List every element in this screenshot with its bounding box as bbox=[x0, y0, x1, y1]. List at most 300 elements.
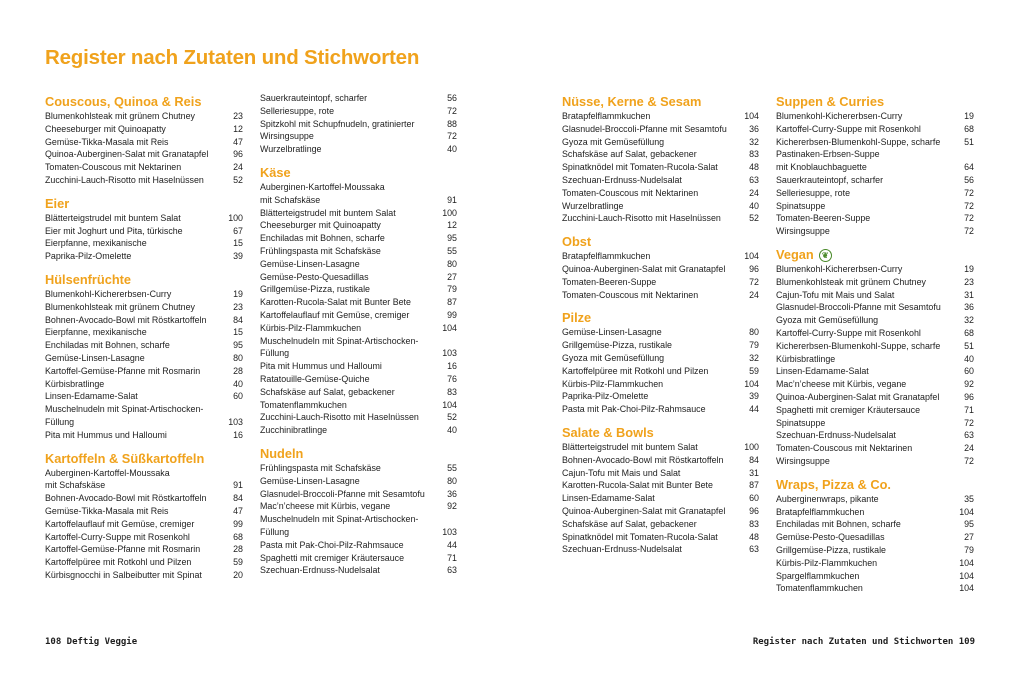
index-section-nudeln bbox=[260, 437, 457, 577]
entry-page-number: 104 bbox=[744, 111, 759, 121]
entry-page-number: 104 bbox=[959, 570, 974, 581]
entry-page-number: 19 bbox=[233, 288, 243, 299]
entry-name: Kichererbsen-Blumenkohl-Suppe, scharfe bbox=[776, 340, 941, 351]
index-entry bbox=[776, 301, 974, 314]
index-entry bbox=[260, 386, 457, 399]
entry-page-number: 100 bbox=[744, 441, 759, 452]
section-heading bbox=[562, 92, 759, 110]
index-entry bbox=[776, 442, 974, 455]
section-heading bbox=[45, 92, 243, 110]
entry-page-number: 72 bbox=[964, 213, 974, 224]
entry-page-number: 80 bbox=[447, 258, 457, 269]
entry-page-number: 19 bbox=[964, 111, 974, 121]
entry-name: Gyoza mit Gemüsefüllung bbox=[562, 352, 665, 363]
index-entry bbox=[562, 454, 759, 467]
entry-page-number: 32 bbox=[749, 136, 759, 147]
entry-name: Tomatenflammkuchen bbox=[260, 399, 347, 410]
entry-name: Blumenkohlsteak mit grünem Chutney bbox=[45, 111, 195, 121]
entry-name: Cheeseburger mit Quinoapatty bbox=[45, 123, 166, 134]
entry-page-number: 12 bbox=[447, 220, 457, 231]
entry-name: Wurzelbratlinge bbox=[260, 144, 322, 155]
entry-name: Enchiladas mit Bohnen, scharfe bbox=[260, 233, 385, 244]
footer-left-page-label: 108 Deftig Veggie bbox=[45, 637, 138, 647]
entry-page-number: 52 bbox=[749, 213, 759, 224]
entry-page-number: 72 bbox=[964, 417, 974, 428]
entry-name: Gemüse-Linsen-Lasagne bbox=[45, 352, 145, 363]
index-entry bbox=[45, 288, 243, 301]
index-entry bbox=[260, 488, 457, 501]
index-entry bbox=[776, 314, 974, 327]
index-entry bbox=[260, 232, 457, 245]
entry-page-number: 95 bbox=[447, 233, 457, 244]
index-entry bbox=[776, 429, 974, 442]
entry-name: Szechuan-Erdnuss-Nudelsalat bbox=[776, 430, 896, 441]
index-entry bbox=[776, 570, 974, 583]
index-entry bbox=[562, 136, 759, 149]
entry-name: Gemüse-Tikka-Masala mit Reis bbox=[45, 505, 169, 516]
entry-name: Paprika-Pilz-Omelette bbox=[45, 251, 132, 262]
entry-page-number: 39 bbox=[233, 251, 243, 262]
section-heading bbox=[562, 301, 759, 326]
entry-page-number: 100 bbox=[442, 207, 457, 218]
index-entry bbox=[562, 441, 759, 454]
index-entry bbox=[260, 207, 457, 220]
entry-page-number: 48 bbox=[749, 531, 759, 542]
section-heading bbox=[45, 263, 243, 288]
index-entry bbox=[45, 136, 243, 149]
index-entry bbox=[776, 200, 974, 213]
section-heading-text: Wraps, Pizza & Co. bbox=[776, 476, 891, 492]
index-entry bbox=[776, 136, 974, 149]
section-heading-text: Suppen & Curries bbox=[776, 94, 885, 109]
entry-name: Wurzelbratlinge bbox=[562, 200, 624, 211]
entry-name: Kürbisgnocchi in Salbeibutter mit Spinat bbox=[45, 569, 202, 580]
entry-name: Auberginen-Kartoffel-Moussaka mit Schafskäse bbox=[45, 467, 170, 491]
entry-page-number: 60 bbox=[749, 493, 759, 504]
entry-page-number: 99 bbox=[233, 518, 243, 529]
entry-name: Zucchini-Lauch-Risotto mit Haselnüssen bbox=[45, 174, 204, 185]
entry-name: Kartoffel-Curry-Suppe mit Rosenkohl bbox=[776, 123, 921, 134]
entry-name: Mac’n’cheese mit Kürbis, vegane bbox=[260, 501, 391, 512]
entry-name: Selleriesuppe, rote bbox=[776, 187, 851, 198]
entry-name: Blumenkohl-Kichererbsen-Curry bbox=[45, 288, 172, 299]
entry-name: Wirsingsuppe bbox=[776, 226, 830, 237]
index-entry bbox=[562, 403, 759, 416]
section-heading bbox=[45, 187, 243, 212]
index-entry bbox=[776, 327, 974, 340]
index-entry bbox=[776, 506, 974, 519]
entry-name: Kichererbsen-Blumenkohl-Suppe, scharfe bbox=[776, 136, 941, 147]
entry-name: Quinoa-Auberginen-Salat mit Granatapfel bbox=[562, 505, 726, 516]
index-entry bbox=[45, 174, 243, 187]
entry-name: Grillgemüse-Pizza, rustikale bbox=[562, 340, 672, 351]
section-heading bbox=[776, 468, 974, 493]
entry-name: Gemüse-Pesto-Quesadillas bbox=[776, 532, 885, 543]
index-entry bbox=[562, 531, 759, 544]
index-entry bbox=[562, 339, 759, 352]
entry-name: Pasta mit Pak-Choi-Pilz-Rahmsauce bbox=[562, 404, 706, 415]
entry-name: Blumenkohlsteak mit grünem Chutney bbox=[45, 301, 195, 312]
index-entry bbox=[562, 505, 759, 518]
index-entry bbox=[562, 289, 759, 302]
index-entry bbox=[776, 582, 974, 595]
entry-name: Zucchinibratlinge bbox=[260, 425, 328, 436]
entry-name: Schafskäse auf Salat, gebackener bbox=[562, 518, 697, 529]
entry-page-number: 40 bbox=[447, 425, 457, 436]
entry-page-number: 23 bbox=[233, 111, 243, 121]
entry-page-number: 104 bbox=[959, 557, 974, 568]
entry-name: Glasnudel-Broccoli-Pfanne mit Sesamtofu bbox=[562, 123, 727, 134]
entry-name: Bohnen-Avocado-Bowl mit Röstkartoffeln bbox=[45, 493, 207, 504]
entry-page-number: 100 bbox=[228, 212, 243, 223]
entry-page-number: 52 bbox=[233, 174, 243, 185]
entry-page-number: 28 bbox=[233, 365, 243, 376]
entry-page-number: 76 bbox=[447, 373, 457, 384]
entry-name: Kürbis-Pilz-Flammkuchen bbox=[562, 378, 664, 389]
entry-name: Frühlingspasta mit Schafskäse bbox=[260, 462, 381, 473]
index-entry bbox=[260, 219, 457, 232]
index-entry bbox=[562, 148, 759, 161]
index-entry bbox=[562, 326, 759, 339]
entry-name: Karotten-Rucola-Salat mit Bunter Bete bbox=[562, 480, 713, 491]
index-entry bbox=[260, 539, 457, 552]
entry-name: Quinoa-Auberginen-Salat mit Granatapfel bbox=[776, 391, 940, 402]
index-entry bbox=[562, 352, 759, 365]
entry-page-number: 103 bbox=[442, 348, 457, 359]
entry-name: Schafskäse auf Salat, gebackener bbox=[260, 386, 395, 397]
index-entry bbox=[260, 143, 457, 156]
index-section-suppen-curries bbox=[776, 92, 974, 238]
entry-page-number: 12 bbox=[233, 123, 243, 134]
entry-page-number: 84 bbox=[233, 493, 243, 504]
index-entry bbox=[776, 417, 974, 430]
entry-name: Cajun-Tofu mit Mais und Salat bbox=[776, 289, 895, 300]
entry-page-number: 72 bbox=[447, 131, 457, 142]
index-entry bbox=[45, 467, 243, 493]
entry-page-number: 16 bbox=[233, 429, 243, 440]
entry-name: Auberginenwraps, pikante bbox=[776, 493, 879, 504]
index-entry bbox=[45, 110, 243, 123]
index-entry bbox=[776, 212, 974, 225]
entry-page-number: 95 bbox=[964, 519, 974, 530]
index-entry bbox=[45, 339, 243, 352]
entry-name: Eierpfanne, mexikanische bbox=[45, 327, 147, 338]
index-entry bbox=[260, 92, 457, 105]
entry-name: Wirsingsuppe bbox=[260, 131, 314, 142]
section-heading-text: Nüsse, Kerne & Sesam bbox=[562, 94, 702, 109]
entry-page-number: 72 bbox=[749, 276, 759, 287]
index-entry bbox=[776, 391, 974, 404]
entry-page-number: 44 bbox=[749, 404, 759, 415]
entry-page-number: 36 bbox=[964, 302, 974, 313]
entry-name: Eier mit Joghurt und Pita, türkische bbox=[45, 225, 183, 236]
section-heading-text: Kartoffeln & Süßkartoffeln bbox=[45, 450, 205, 466]
entry-page-number: 23 bbox=[233, 301, 243, 312]
index-entry bbox=[776, 518, 974, 531]
entry-page-number: 16 bbox=[447, 361, 457, 372]
entry-name: Kartoffel-Curry-Suppe mit Rosenkohl bbox=[45, 531, 190, 542]
entry-name: Quinoa-Auberginen-Salat mit Granatapfel bbox=[45, 149, 209, 160]
entry-page-number: 40 bbox=[749, 200, 759, 211]
entry-name: Blumenkohl-Kichererbsen-Curry bbox=[776, 263, 903, 274]
entry-name: Wirsingsuppe bbox=[776, 455, 830, 466]
entry-page-number: 24 bbox=[964, 443, 974, 454]
index-entry bbox=[562, 365, 759, 378]
index-section-pilze bbox=[562, 301, 759, 416]
entry-page-number: 24 bbox=[233, 162, 243, 173]
entry-name: Pasta mit Pak-Choi-Pilz-Rahmsauce bbox=[260, 539, 404, 550]
entry-name: Tomaten-Couscous mit Nektarinen bbox=[776, 443, 913, 454]
index-entry bbox=[260, 552, 457, 565]
index-entry bbox=[260, 271, 457, 284]
index-section-continued bbox=[260, 92, 457, 156]
entry-page-number: 19 bbox=[964, 263, 974, 274]
entry-name: Zucchini-Lauch-Risotto mit Haselnüssen bbox=[260, 412, 419, 423]
index-entry bbox=[562, 250, 759, 263]
entry-page-number: 60 bbox=[964, 366, 974, 377]
section-heading-text: Obst bbox=[562, 234, 592, 250]
index-column-2 bbox=[260, 92, 457, 577]
entry-page-number: 56 bbox=[447, 93, 457, 103]
index-entry bbox=[45, 378, 243, 391]
entry-page-number: 71 bbox=[964, 404, 974, 415]
entry-page-number: 99 bbox=[447, 309, 457, 320]
index-entry bbox=[562, 110, 759, 123]
entry-name: Spitzkohl mit Schupfnudeln, gratinierter bbox=[260, 118, 415, 129]
entry-name: Sauerkrauteintopf, scharfer bbox=[260, 93, 368, 103]
entry-page-number: 72 bbox=[964, 187, 974, 198]
index-entry bbox=[45, 429, 243, 442]
entry-name: Gemüse-Linsen-Lasagne bbox=[260, 258, 360, 269]
entry-name: Bohnen-Avocado-Bowl mit Röstkartoffeln bbox=[562, 454, 724, 465]
index-entry bbox=[260, 335, 457, 361]
index-entry bbox=[45, 365, 243, 378]
entry-page-number: 68 bbox=[233, 531, 243, 542]
index-entry bbox=[776, 455, 974, 468]
index-entry bbox=[45, 161, 243, 174]
index-entry bbox=[776, 493, 974, 506]
entry-page-number: 59 bbox=[233, 557, 243, 568]
entry-page-number: 39 bbox=[749, 391, 759, 402]
entry-name: Tomaten-Couscous mit Nektarinen bbox=[45, 162, 182, 173]
section-heading bbox=[776, 92, 974, 110]
entry-page-number: 47 bbox=[233, 505, 243, 516]
entry-name: Gyoza mit Gemüsefüllung bbox=[776, 315, 879, 326]
index-entry bbox=[562, 187, 759, 200]
entry-page-number: 15 bbox=[233, 327, 243, 338]
entry-page-number: 56 bbox=[964, 174, 974, 185]
entry-page-number: 92 bbox=[447, 501, 457, 512]
index-column-1 bbox=[45, 92, 243, 582]
entry-page-number: 67 bbox=[233, 225, 243, 236]
entry-name: Enchiladas mit Bohnen, scharfe bbox=[45, 340, 170, 351]
entry-page-number: 96 bbox=[749, 505, 759, 516]
index-entry bbox=[776, 378, 974, 391]
index-entry bbox=[562, 378, 759, 391]
entry-page-number: 71 bbox=[447, 552, 457, 563]
index-entry bbox=[45, 123, 243, 136]
entry-name: Kürbis-Pilz-Flammkuchen bbox=[260, 322, 362, 333]
index-entry bbox=[562, 479, 759, 492]
index-section-obst bbox=[562, 225, 759, 301]
entry-name: Kürbisbratlinge bbox=[45, 378, 105, 389]
entry-name: Kartoffelauflauf mit Gemüse, cremiger bbox=[260, 309, 410, 320]
entry-name: Linsen-Edamame-Salat bbox=[45, 391, 138, 402]
index-entry bbox=[776, 187, 974, 200]
index-column-3 bbox=[562, 92, 759, 556]
entry-page-number: 48 bbox=[749, 162, 759, 173]
entry-page-number: 35 bbox=[964, 493, 974, 504]
entry-name: Zucchini-Lauch-Risotto mit Haselnüssen bbox=[562, 213, 721, 224]
index-entry bbox=[776, 110, 974, 123]
entry-name: Sauerkrauteintopf, scharfer bbox=[776, 174, 884, 185]
entry-name: Enchiladas mit Bohnen, scharfe bbox=[776, 519, 901, 530]
entry-name: Grillgemüse-Pizza, rustikale bbox=[260, 284, 370, 295]
entry-page-number: 83 bbox=[447, 386, 457, 397]
entry-page-number: 91 bbox=[233, 480, 243, 491]
index-entry bbox=[776, 340, 974, 353]
entry-page-number: 51 bbox=[964, 340, 974, 351]
index-entry bbox=[260, 105, 457, 118]
entry-name: Linsen-Edamame-Salat bbox=[562, 493, 655, 504]
index-entry bbox=[562, 212, 759, 225]
entry-page-number: 27 bbox=[964, 532, 974, 543]
index-entry bbox=[776, 123, 974, 136]
entry-page-number: 60 bbox=[233, 391, 243, 402]
index-entry bbox=[45, 505, 243, 518]
entry-page-number: 52 bbox=[447, 412, 457, 423]
entry-page-number: 83 bbox=[749, 518, 759, 529]
entry-page-number: 55 bbox=[447, 462, 457, 473]
entry-page-number: 64 bbox=[964, 162, 974, 173]
index-entry bbox=[260, 118, 457, 131]
section-heading bbox=[260, 156, 457, 181]
entry-page-number: 31 bbox=[964, 289, 974, 300]
entry-page-number: 103 bbox=[228, 416, 243, 427]
entry-name: Eierpfanne, mexikanische bbox=[45, 238, 147, 249]
entry-name: Spinatsuppe bbox=[776, 200, 826, 211]
entry-page-number: 72 bbox=[964, 226, 974, 237]
entry-page-number: 32 bbox=[749, 352, 759, 363]
entry-page-number: 104 bbox=[442, 322, 457, 333]
index-section-nüsse-kerne-sesam bbox=[562, 92, 759, 225]
index-entry bbox=[562, 492, 759, 505]
index-entry bbox=[45, 390, 243, 403]
entry-page-number: 91 bbox=[447, 194, 457, 205]
index-column-4 bbox=[776, 92, 974, 595]
section-heading-text: Hülsenfrüchte bbox=[45, 271, 132, 287]
entry-name: Bohnen-Avocado-Bowl mit Röstkartoffeln bbox=[45, 314, 207, 325]
index-entry bbox=[45, 301, 243, 314]
index-entry bbox=[776, 289, 974, 302]
entry-page-number: 72 bbox=[447, 105, 457, 116]
section-heading bbox=[562, 225, 759, 250]
entry-name: Blumenkohl-Kichererbsen-Curry bbox=[776, 111, 903, 121]
section-heading-text: Nudeln bbox=[260, 445, 304, 461]
index-entry bbox=[776, 148, 974, 174]
entry-name: Glasnudel-Broccoli-Pfanne mit Sesamtofu bbox=[260, 488, 425, 499]
entry-name: Blätterteigstrudel mit buntem Salat bbox=[45, 212, 181, 223]
index-entry bbox=[260, 513, 457, 539]
entry-page-number: 72 bbox=[964, 200, 974, 211]
entry-name: Tomaten-Couscous mit Nektarinen bbox=[562, 289, 699, 300]
entry-page-number: 55 bbox=[447, 245, 457, 256]
entry-name: Selleriesuppe, rote bbox=[260, 105, 335, 116]
index-section-couscous-quinoa-reis bbox=[45, 92, 243, 187]
entry-name: Tomaten-Beeren-Suppe bbox=[776, 213, 871, 224]
entry-page-number: 36 bbox=[749, 123, 759, 134]
index-entry bbox=[562, 161, 759, 174]
index-entry bbox=[260, 462, 457, 475]
entry-name: Blätterteigstrudel mit buntem Salat bbox=[260, 207, 396, 218]
entry-page-number: 80 bbox=[447, 475, 457, 486]
entry-name: Grillgemüse-Pizza, rustikale bbox=[776, 544, 886, 555]
entry-name: Pita mit Hummus und Halloumi bbox=[45, 429, 167, 440]
entry-page-number: 87 bbox=[447, 297, 457, 308]
index-entry bbox=[260, 130, 457, 143]
entry-name: Bratapfelflammkuchen bbox=[562, 251, 651, 262]
index-entry bbox=[776, 225, 974, 238]
entry-page-number: 104 bbox=[744, 378, 759, 389]
index-entry bbox=[45, 225, 243, 238]
section-heading-text: Pilze bbox=[562, 310, 592, 326]
entry-page-number: 31 bbox=[749, 467, 759, 478]
entry-name: Spinatknödel mit Tomaten-Rucola-Salat bbox=[562, 531, 718, 542]
vegan-leaf-icon: ❦ bbox=[819, 249, 832, 262]
entry-name: Frühlingspasta mit Schafskäse bbox=[260, 245, 381, 256]
index-section-kartoffeln-süßkartoffeln bbox=[45, 442, 243, 582]
entry-name: Cheeseburger mit Quinoapatty bbox=[260, 220, 381, 231]
section-heading bbox=[562, 416, 759, 441]
index-entry bbox=[260, 181, 457, 207]
entry-name: Szechuan-Erdnuss-Nudelsalat bbox=[562, 544, 682, 555]
entry-page-number: 44 bbox=[447, 539, 457, 550]
index-entry bbox=[260, 500, 457, 513]
entry-page-number: 104 bbox=[959, 583, 974, 594]
entry-name: Schafskäse auf Salat, gebackener bbox=[562, 149, 697, 160]
entry-page-number: 84 bbox=[749, 454, 759, 465]
section-heading bbox=[45, 442, 243, 467]
index-entry bbox=[776, 404, 974, 417]
entry-page-number: 103 bbox=[442, 526, 457, 537]
entry-page-number: 20 bbox=[233, 569, 243, 580]
entry-name: Linsen-Edamame-Salat bbox=[776, 366, 869, 377]
index-entry bbox=[562, 174, 759, 187]
index-entry bbox=[260, 360, 457, 373]
index-entry bbox=[562, 263, 759, 276]
index-section-käse bbox=[260, 156, 457, 437]
index-entry bbox=[260, 373, 457, 386]
footer-right-page-label: Register nach Zutaten und Stichworten 109 bbox=[752, 637, 975, 647]
entry-page-number: 59 bbox=[749, 365, 759, 376]
entry-name: Szechuan-Erdnuss-Nudelsalat bbox=[562, 174, 682, 185]
index-entry bbox=[260, 309, 457, 322]
index-entry bbox=[45, 518, 243, 531]
entry-name: Kartoffelpüree mit Rotkohl und Pilzen bbox=[45, 557, 192, 568]
entry-page-number: 80 bbox=[749, 327, 759, 338]
entry-page-number: 40 bbox=[447, 144, 457, 155]
entry-name: Kartoffelpüree mit Rotkohl und Pilzen bbox=[562, 365, 709, 376]
entry-page-number: 24 bbox=[749, 289, 759, 300]
entry-name: Ratatouille-Gemüse-Quiche bbox=[260, 373, 370, 384]
entry-page-number: 84 bbox=[233, 314, 243, 325]
index-section-hülsenfrüchte bbox=[45, 263, 243, 442]
entry-name: Muschelnudeln mit Spinat-Artischocken- Füllung bbox=[260, 335, 419, 359]
entry-page-number: 51 bbox=[964, 136, 974, 147]
entry-name: Muschelnudeln mit Spinat-Artischocken- Füllung bbox=[260, 514, 419, 537]
page-title: Register nach Zutaten und Stichworten bbox=[45, 46, 420, 69]
entry-name: Tomaten-Beeren-Suppe bbox=[562, 276, 657, 287]
